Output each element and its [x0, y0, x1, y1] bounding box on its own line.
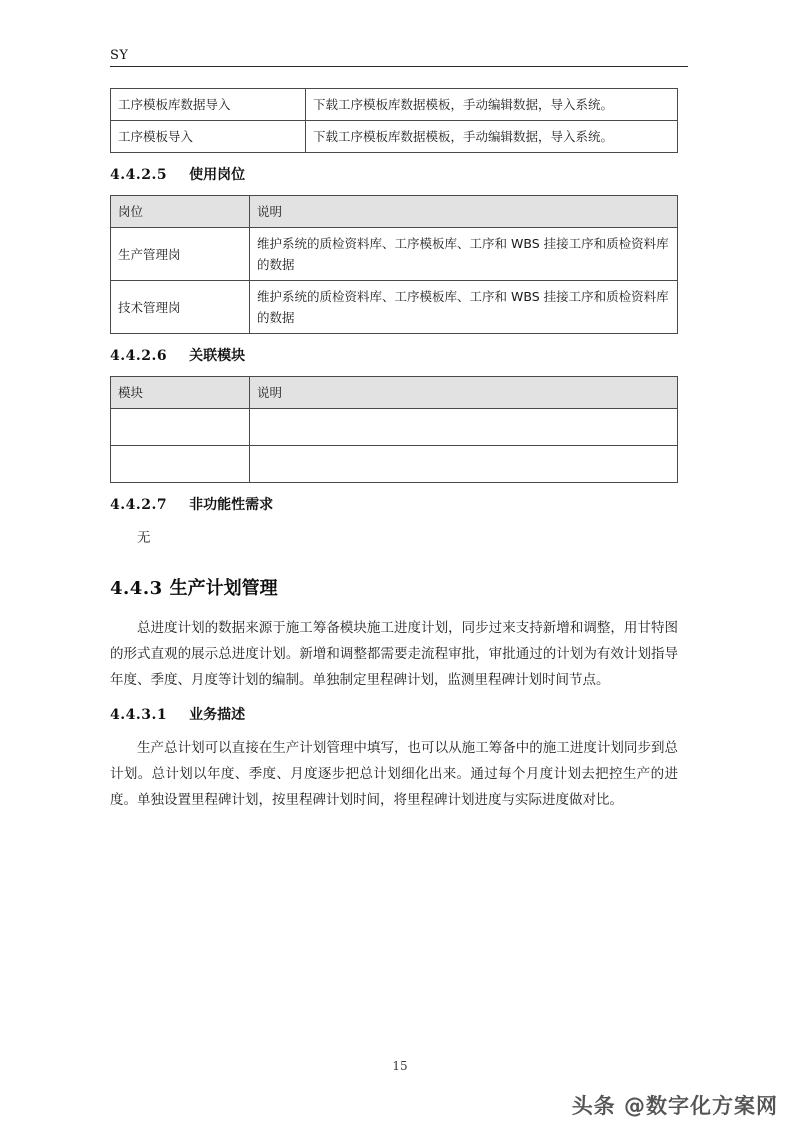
- import-row-name: 工序模板导入: [111, 121, 306, 153]
- import-row-name: 工序模板库数据导入: [111, 89, 306, 121]
- heading-number: 4.4.2.7: [110, 497, 168, 513]
- module-table: [110, 376, 678, 483]
- post-description: 维护系统的质检资料库、工序模板库、工序和 WBS 挂接工序和质检资料库的数据: [250, 228, 678, 281]
- heading-text: 非功能性需求: [189, 497, 274, 513]
- import-row-description: 下载工序模板库数据模板，手动编辑数据，导入系统。: [306, 89, 678, 121]
- page-number: 15: [392, 1059, 408, 1073]
- post-description: 维护系统的质检资料库、工序模板库、工序和 WBS 挂接工序和质检资料库的数据: [250, 281, 678, 334]
- heading-number: 4.4.2.6: [110, 348, 168, 364]
- table-row: [111, 121, 678, 153]
- table-row: [111, 228, 678, 281]
- module-table-header-description: 说明: [250, 377, 678, 409]
- post-table-header-post: 岗位: [111, 196, 250, 228]
- post-name: 技术管理岗: [111, 281, 250, 334]
- watermark: 头条 @数字化方案网: [571, 1094, 778, 1118]
- module-table-header-module: 模块: [111, 377, 250, 409]
- heading-4-4-3: [110, 577, 678, 601]
- header-rule: [110, 66, 688, 67]
- running-header: [110, 48, 688, 67]
- heading-4-4-2-5: [110, 165, 678, 185]
- module-name: [111, 409, 250, 446]
- heading-4-4-2-7: [110, 495, 678, 515]
- heading-text: 业务描述: [189, 707, 246, 723]
- heading-number: 4.4.3: [110, 578, 163, 599]
- import-table: [110, 88, 678, 153]
- heading-4-4-3-1: [110, 705, 678, 725]
- heading-text: 关联模块: [189, 348, 246, 364]
- table-row: [111, 409, 678, 446]
- heading-number: 4.4.3.1: [110, 707, 168, 723]
- header-title: SY: [110, 48, 129, 63]
- module-name: [111, 446, 250, 483]
- module-description: [250, 409, 678, 446]
- heading-number: 4.4.2.5: [110, 167, 168, 183]
- table-header-row: [111, 196, 678, 228]
- post-table-header-description: 说明: [250, 196, 678, 228]
- page-content: [110, 88, 678, 821]
- module-description: [250, 446, 678, 483]
- section-4-4-3-1-body: 生产总计划可以直接在生产计划管理中填写，也可以从施工筹备中的施工进度计划同步到总计划。总计划以年度、季度、月度逐步把总计划细化出来。通过每个月度计划去把控生产的进度。单独设置里程碑计划，按里程碑计划时间，将里程碑计划进度与实际进度做对比。: [110, 740, 678, 808]
- heading-text: 使用岗位: [189, 167, 246, 183]
- table-header-row: [111, 377, 678, 409]
- table-row: [111, 281, 678, 334]
- heading-4-4-2-6: [110, 346, 678, 366]
- import-row-description: 下载工序模板库数据模板，手动编辑数据，导入系统。: [306, 121, 678, 153]
- heading-text: 生产计划管理: [169, 578, 278, 599]
- table-row: [111, 89, 678, 121]
- section-4-4-2-7-body: 无: [137, 530, 151, 546]
- post-name: 生产管理岗: [111, 228, 250, 281]
- table-row: [111, 446, 678, 483]
- section-4-4-3-body: 总进度计划的数据来源于施工筹备模块施工进度计划，同步过来支持新增和调整，用甘特图的形式直观的展示总进度计划。新增和调整都需要走流程审批，审批通过的计划为有效计划指导年度、季度、月度等计划的编制。单独制定里程碑计划，监测里程碑计划时间节点。: [110, 620, 678, 688]
- post-table: [110, 195, 678, 334]
